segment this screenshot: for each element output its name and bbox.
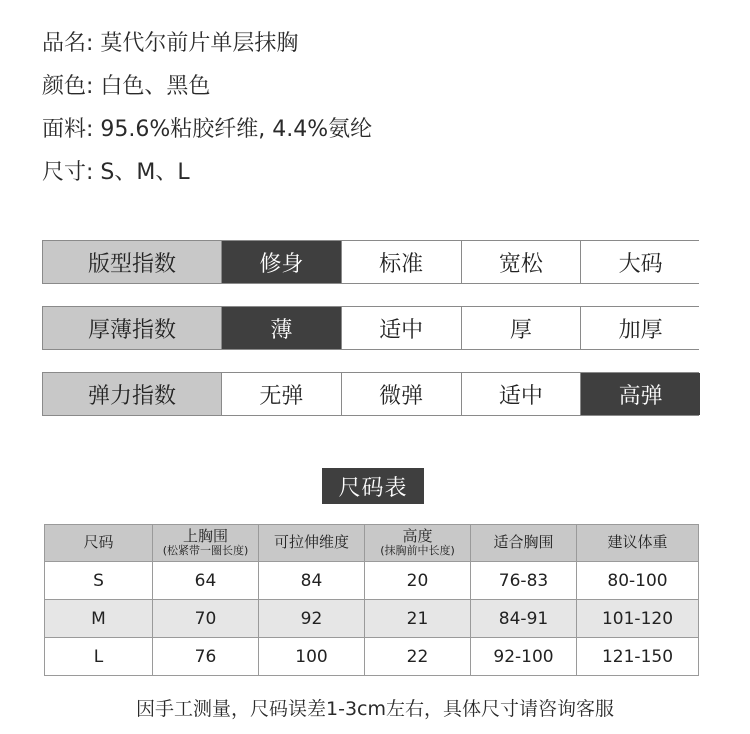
elasticity-index-row xyxy=(42,372,699,416)
cell-size: M xyxy=(45,600,153,638)
elasticity-option: 微弹 xyxy=(341,373,461,415)
cell-upper-bust: 64 xyxy=(153,562,259,600)
thickness-option: 加厚 xyxy=(580,307,700,349)
table-row xyxy=(45,562,699,600)
fit-option: 修身 xyxy=(221,241,341,283)
spec-size: 尺寸: S、M、L xyxy=(42,160,190,185)
thickness-option: 薄 xyxy=(221,307,341,349)
header-size: 尺码 xyxy=(45,525,153,562)
measurement-note: 因手工测量，尺码误差1-3cm左右，具体尺寸请咨询客服 xyxy=(136,698,614,720)
spec-color: 颜色: 白色、黑色 xyxy=(42,74,211,99)
cell-stretch: 84 xyxy=(259,562,365,600)
cell-weight: 80-100 xyxy=(577,562,699,600)
table-row xyxy=(45,600,699,638)
size-chart-table xyxy=(44,524,699,676)
cell-upper-bust: 70 xyxy=(153,600,259,638)
fit-option: 标准 xyxy=(341,241,461,283)
cell-height: 22 xyxy=(365,638,471,676)
cell-fit-bust: 92-100 xyxy=(471,638,577,676)
header-height: 高度 (抹胸前中长度) xyxy=(365,525,471,562)
cell-height: 20 xyxy=(365,562,471,600)
table-row xyxy=(45,638,699,676)
cell-upper-bust: 76 xyxy=(153,638,259,676)
header-upper-bust: 上胸围 (松紧带一圈长度) xyxy=(153,525,259,562)
cell-fit-bust: 76-83 xyxy=(471,562,577,600)
spec-product-name: 品名: 莫代尔前片单层抹胸 xyxy=(42,31,299,56)
size-chart-header-row xyxy=(45,525,699,562)
fit-index-label: 版型指数 xyxy=(43,241,221,283)
elasticity-option: 无弹 xyxy=(221,373,341,415)
cell-weight: 101-120 xyxy=(577,600,699,638)
cell-size: L xyxy=(45,638,153,676)
cell-fit-bust: 84-91 xyxy=(471,600,577,638)
thickness-index-row xyxy=(42,306,699,350)
fit-index-row xyxy=(42,240,699,284)
fit-option: 大码 xyxy=(580,241,700,283)
elasticity-option: 高弹 xyxy=(580,373,700,415)
spec-fabric: 面料: 95.6%粘胶纤维, 4.4%氨纶 xyxy=(42,117,373,142)
cell-size: S xyxy=(45,562,153,600)
elasticity-index-label: 弹力指数 xyxy=(43,373,221,415)
header-fit-bust: 适合胸围 xyxy=(471,525,577,562)
thickness-index-label: 厚薄指数 xyxy=(43,307,221,349)
cell-height: 21 xyxy=(365,600,471,638)
cell-stretch: 100 xyxy=(259,638,365,676)
cell-weight: 121-150 xyxy=(577,638,699,676)
header-stretch: 可拉伸维度 xyxy=(259,525,365,562)
elasticity-option: 适中 xyxy=(461,373,581,415)
header-weight: 建议体重 xyxy=(577,525,699,562)
size-chart-title: 尺码表 xyxy=(322,468,424,504)
thickness-option: 适中 xyxy=(341,307,461,349)
cell-stretch: 92 xyxy=(259,600,365,638)
fit-option: 宽松 xyxy=(461,241,581,283)
thickness-option: 厚 xyxy=(461,307,581,349)
